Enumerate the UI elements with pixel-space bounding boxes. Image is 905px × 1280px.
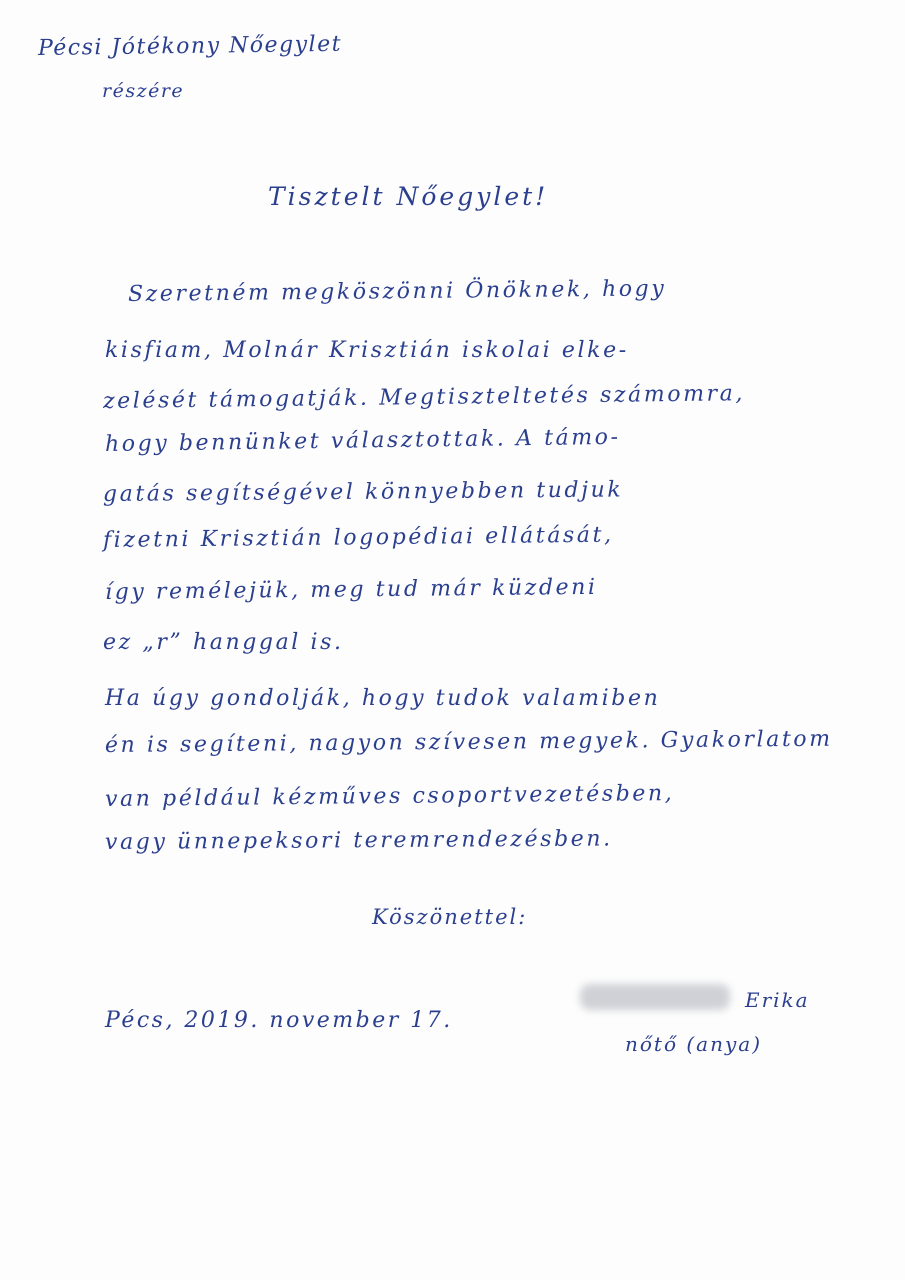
- redacted-surname: [580, 984, 730, 1010]
- body-line: van például kézműves csoportvezetésben,: [104, 781, 675, 812]
- body-line: vagy ünnepeksori teremrendezésben.: [104, 826, 613, 855]
- body-line: ez „r” hanggal is.: [103, 630, 344, 655]
- addressee-suffix: részére: [102, 80, 185, 102]
- body-line: kisfiam, Molnár Krisztián iskolai elke-: [105, 338, 629, 363]
- body-line: én is segíteni, nagyon szívesen megyek. Gyakorlatom: [104, 726, 833, 758]
- signer-name: Erika: [745, 988, 810, 1012]
- salutation: Tisztelt Nőegylet!: [268, 182, 549, 211]
- body-line: így remélejük, meg tud már küzdeni: [104, 574, 598, 605]
- body-line: fizetni Krisztián logopédiai ellátását,: [102, 522, 614, 553]
- place-date: Pécs, 2019. november 17.: [105, 1008, 453, 1033]
- body-line: zelését támogatják. Megtiszteltetés számomra,: [102, 381, 746, 414]
- body-line: hogy bennünket választottak. A támo-: [104, 424, 621, 457]
- addressee-name: Pécsi Jótékony Nőegylet: [37, 31, 343, 61]
- body-line: gatás segítségével könnyebben tudjuk: [102, 477, 624, 507]
- closing: Köszönettel:: [372, 905, 528, 929]
- body-line: Szeretném megköszönni Önöknek, hogy: [127, 276, 667, 307]
- body-line: Ha úgy gondolják, hogy tudok valamiben: [105, 686, 661, 711]
- signer-role: nőtő (anya): [625, 1032, 762, 1056]
